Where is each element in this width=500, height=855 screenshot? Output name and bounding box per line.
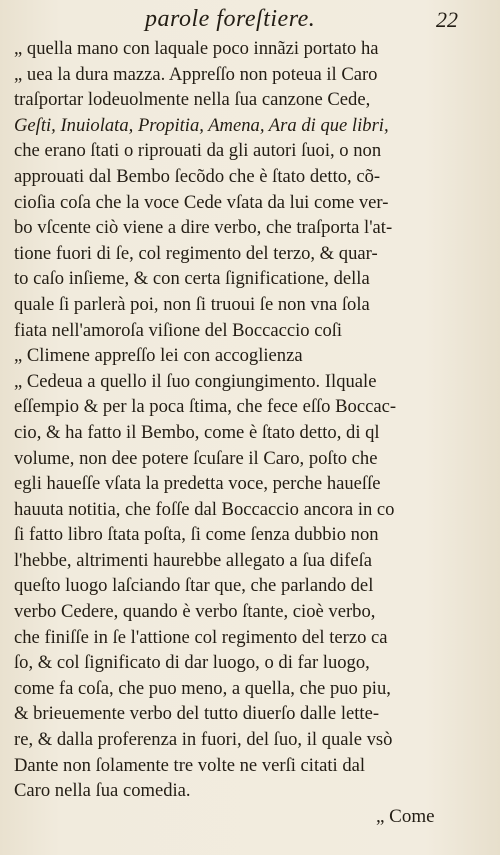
catchword: „ Come (376, 806, 435, 827)
text-line: Geſti, Inuiolata, Propitia, Amena, Ara di que libri, (14, 114, 389, 136)
text-line: volume, non dee potere ſcuſare il Caro, poſto che (14, 447, 378, 469)
text-line: Caro nella ſua comedia. (14, 780, 191, 802)
text-line: come fa coſa, che puo meno, a quella, che puo piu, (14, 677, 391, 699)
body-text (14, 36, 486, 804)
text-line: che erano ſtati o riprouati da gli autori ſuoi, o non (14, 140, 382, 162)
text-line: approuati dal Bembo ſecõdo che è ſtato detto, cõ- (14, 165, 381, 187)
text-line: cioſia coſa che la voce Cede vſata da lui come ver- (14, 191, 389, 213)
text-line: egli haueſſe vſata la predetta voce, perche haueſſe (14, 473, 381, 495)
page-number: 22 (436, 7, 458, 32)
text-line: ſi fatto libro ſtata poſta, ſi come ſenza dubbio non (14, 524, 379, 546)
page-header (0, 4, 500, 36)
running-title: parole foreſtiere. (145, 6, 316, 32)
text-line: bo vſcente ciò viene a dire verbo, che traſporta l'at- (14, 217, 393, 239)
text-line: „ Climene appreſſo lei con accoglienza (14, 345, 303, 367)
text-line: „ uea la dura mazza. Appreſſo non poteua il Caro (14, 63, 378, 85)
text-line: to caſo inſieme, & con certa ſignificatione, della (14, 268, 370, 290)
text-line: „ quella mano con laquale poco innãzi portato ha (14, 38, 379, 59)
text-line: tione fuori di ſe, col regimento del terzo, & quar- (14, 242, 378, 264)
text-line: Dante non ſolamente tre volte ne verſi citati dal (14, 754, 366, 776)
text-line: re, & dalla proferenza in fuori, del ſuo, il quale vsò (14, 729, 393, 751)
text-line: verbo Cedere, quando è verbo ſtante, cioè verbo, (14, 601, 376, 623)
text-line: hauuta notitia, che foſſe dal Boccaccio ancora in co (14, 498, 395, 520)
text-line: quale ſi parlerà poi, non ſi truoui ſe non vna ſola (14, 293, 370, 315)
text-line: cio, & ha fatto il Bembo, come è ſtato detto, di ql (14, 421, 380, 443)
text-line: & brieuemente verbo del tutto diuerſo dalle lette- (14, 703, 380, 725)
text-line: l'hebbe, altrimenti haurebbe allegato a ſua difeſa (14, 549, 373, 571)
text-line: queſto luogo laſciando ſtar que, che parlando del (14, 575, 374, 597)
text-line: fiata nell'amoroſa viſione del Boccaccio coſi (14, 319, 343, 341)
text-line: che finiſſe in ſe l'attione col regimento del terzo ca (14, 626, 388, 648)
text-line: eſſempio & per la poca ſtima, che fece eſſo Boccac- (14, 396, 397, 418)
text-line: „ Cedeua a quello il ſuo congiungimento. Ilquale (14, 370, 377, 392)
text-line: ſo, & col ſignificato di dar luogo, o di far luogo, (14, 652, 370, 674)
text-line: traſportar lodeuolmente nella ſua canzone Cede, (14, 89, 371, 111)
